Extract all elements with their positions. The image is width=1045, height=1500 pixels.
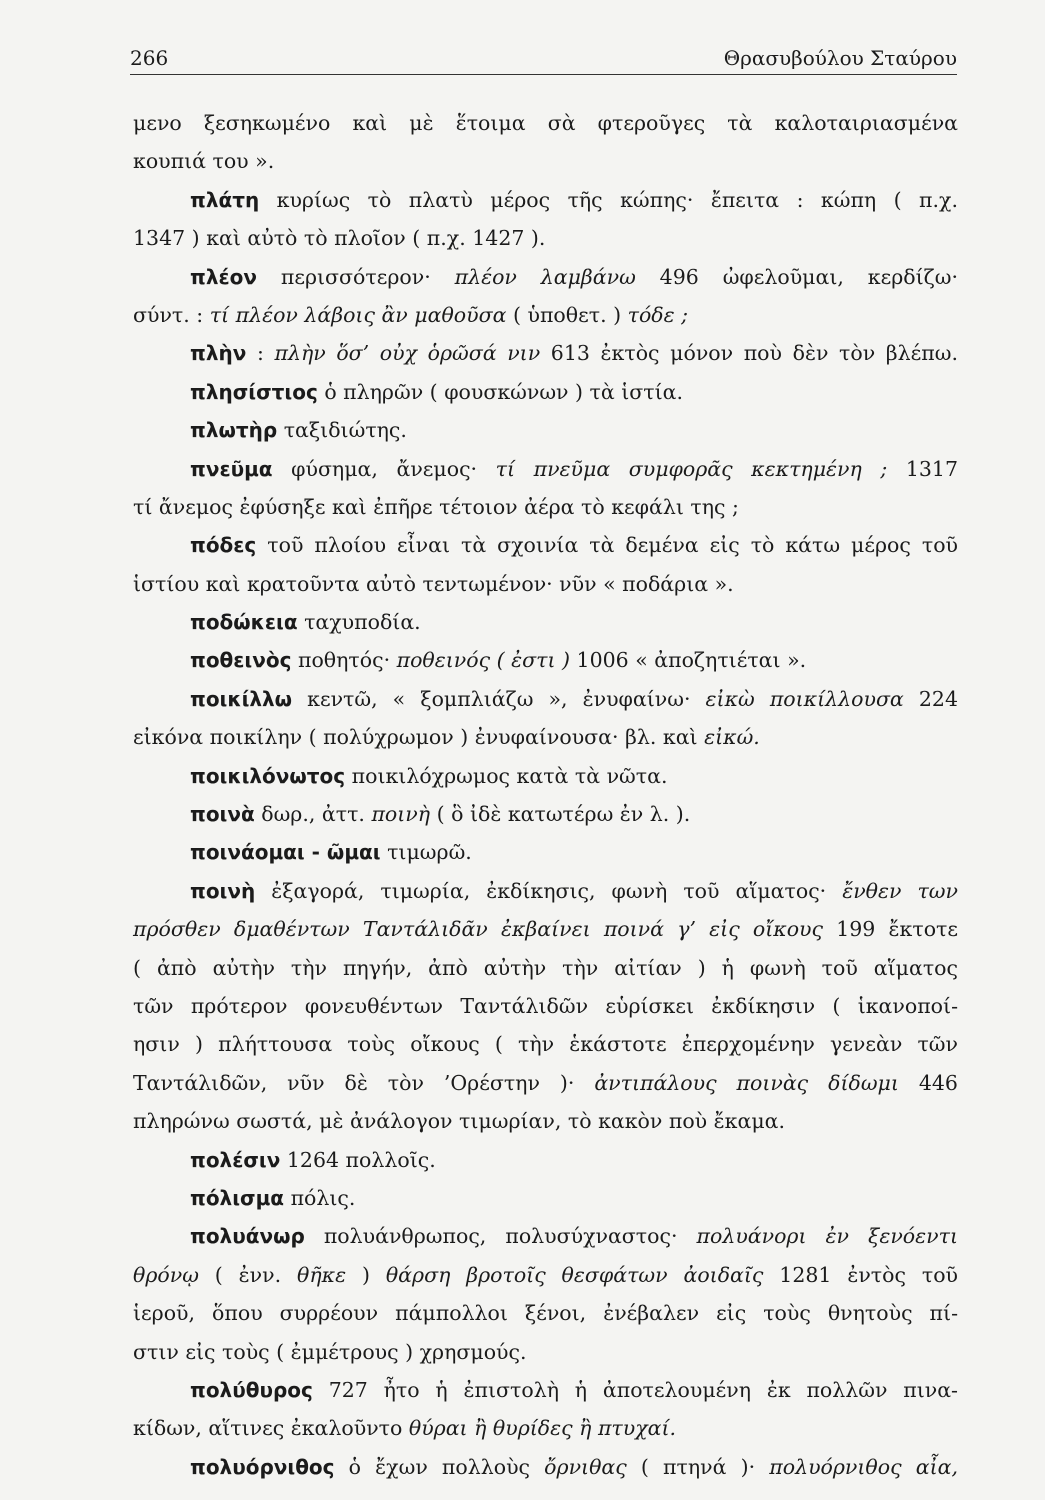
quotation: πρόσθεν δμαθέντων Ταντάλιδᾶν ἐκβαίνει ποινά γ’ εἰς οἴκους [133,917,823,942]
text-line [133,258,958,296]
text-line [133,1064,958,1102]
definition-text: δωρ., ἀττ. [254,802,372,827]
definition-text: ποικιλόχρωμος κατὰ τὰ νῶτα. [345,763,668,788]
text-line [133,1371,958,1409]
definition-text: ἱστίου καὶ κρατοῦντα αὐτὸ τεντωμένον· νῦν « ποδάρια ». [133,571,734,596]
headword: πολυόρνιθος [190,1454,335,1479]
text-line [133,718,958,756]
definition-text: πολυάνθρωπος, πολυσύχναστος· [304,1224,697,1249]
definition-text: σύντ. : [133,302,210,327]
quotation: πλὴν ὅσ’ οὐχ ὁρῶσά νιν [274,341,541,366]
text-line [133,1217,958,1255]
quotation: τί πλέον λάβοις ἂν μαθοῦσα [209,302,507,327]
quotation: τί πνεῦμα συμφορᾶς κεκτημένη ; [495,456,888,481]
definition-text: ( ὃ ἰδὲ κατωτέρω ἐν λ. ). [430,802,691,827]
text-line [133,373,958,411]
text-line [133,104,958,142]
glossary-text [133,104,958,1486]
definition-text: Ταντάλιδῶν, νῦν δὲ τὸν ’Ορέστην )· [133,1070,595,1095]
text-line [133,795,958,833]
page-number: 266 [130,46,169,70]
definition-text: 1347 ) καὶ αὐτὸ τὸ πλοῖον ( π.χ. 1427 ). [133,226,546,251]
definition-text: 613 ἐκτὸς μόνον ποὺ δὲν τὸν βλέπω. [540,341,958,366]
definition-text: 199 ἔκτοτε [823,917,958,942]
text-line [133,1448,958,1486]
quotation: ἔνθεν των [842,878,958,903]
definition-text: 727 ἦτο ἡ ἐπιστολὴ ἡ ἀποτελουμένη ἐκ πολλῶν πινα- [312,1377,958,1402]
quotation: πολυόρνιθος αἶα, [769,1454,958,1479]
headword: ποικίλλω [190,686,293,711]
headword: πλάτη [190,187,260,212]
definition-text: τῶν πρότερον φονευθέντων Ταντάλιδῶν εὑρίσκει ἐκδίκησιν ( ἱκανοποί- [133,993,958,1018]
headword: ποθεινὸς [190,648,292,673]
definition-text: τιμωρῶ. [380,840,472,865]
text-line [133,987,958,1025]
definition-text: κεντῶ, « ξομπλιάζω », ἐνυφαίνω· [292,686,706,711]
definition-text: ( ὑποθετ. ) [506,302,628,327]
headword: πλωτὴρ [190,418,278,443]
headword: πολύθυρος [190,1377,313,1402]
headword: πόδες [190,533,257,558]
quotation: θρόνῳ [133,1262,199,1287]
definition-text: πόλις. [284,1185,356,1210]
text-line [133,1141,958,1179]
definition-text: ( ἐνν. [198,1262,297,1287]
definition-text: : [246,341,275,366]
running-header [130,30,957,75]
definition-text: στιν εἰς τοὺς ( ἐμμέτρους ) χρησμούς. [133,1339,527,1364]
quotation: ἀντιπάλους ποινὰς δίδωμι [594,1070,899,1095]
definition-text: ( ἀπὸ αὐτὴν τὴν πηγήν, ἀπὸ αὐτὴν τὴν αἰτίαν ) ἡ φωνὴ τοῦ αἵματος [133,955,958,980]
headword: ποινὰ [190,802,255,827]
definition-text: ) [346,1262,386,1287]
text-line [133,833,958,871]
quotation: θῆκε [297,1262,347,1287]
headword: πολέσιν [190,1147,281,1172]
text-line [133,334,958,372]
text-line [133,949,958,987]
running-title: Θρασυβούλου Σταύρου [723,46,957,70]
headword: ποδώκεια [190,610,298,635]
text-line [133,757,958,795]
headword: πλέον [190,264,257,289]
quotation: τόδε ; [627,302,689,327]
text-line [133,526,958,564]
definition-text: ταξιδιώτης. [277,418,407,443]
quotation: ποθεινός ( ἐστι ) [396,648,571,673]
definition-text: κίδων, αἵτινες ἐκαλοῦντο [133,1416,409,1441]
text-line [133,680,958,718]
definition-text: ὁ πληρῶν ( φουσκώνων ) τὰ ἱστία. [317,379,684,404]
headword: ποικιλόνωτος [190,763,346,788]
definition-text: κυρίως τὸ πλατὺ μέρος τῆς κώπης· ἔπειτα : κώπη ( π.χ. [259,187,958,212]
definition-text: 1281 ἐντὸς τοῦ [763,1262,958,1287]
definition-text: μενο ξεσηκωμένο καὶ μὲ ἕτοιμα σὰ φτεροῦγες τὰ καλοταιριασμένα [133,111,958,135]
quotation: ποινὴ [371,802,431,827]
text-line [133,142,958,180]
text-line [133,603,958,641]
definition-text: ( πτηνά )· [626,1454,770,1479]
definition-text: τί ἄνεμος ἐφύσηξε καὶ ἐπῆρε τέτοιον ἀέρα τὸ κεφάλι της ; [133,494,739,519]
definition-text: περισσότερον· [256,264,455,289]
text-line [133,1294,958,1332]
definition-text: 1006 « ἀποζητιέται ». [570,648,807,673]
quotation: ὄρνιθας [544,1454,627,1479]
quotation: πλέον λαμβάνω [454,264,636,289]
text-line [133,1333,958,1371]
text-line [133,1179,958,1217]
headword: πόλισμα [190,1185,285,1210]
definition-text: 1264 πολλοῖς. [280,1147,436,1172]
text-line [133,1256,958,1294]
definition-text: κουπιά του ». [133,149,275,174]
text-line [133,1025,958,1063]
quotation: θάρση βροτοῖς θεσφάτων ἀοιδαῖς [385,1262,764,1287]
definition-text: φύσημα, ἄνεμος· [272,456,496,481]
text-line [133,565,958,603]
headword: πολυάνωρ [190,1224,305,1249]
definition-text: 1317 [887,456,958,481]
text-line [133,641,958,679]
text-line [133,488,958,526]
definition-text: ησιν ) πλήττουσα τοὺς οἴκους ( τὴν ἑκάστοτε ἐπερχομένην γενεὰν τῶν [133,1032,958,1057]
definition-text: 446 [898,1070,958,1095]
definition-text: ἐξαγορά, τιμωρία, ἐκδίκησις, φωνὴ τοῦ αἵματος· [255,878,843,903]
headword: ποινάομαι - ῶμαι [190,840,381,865]
text-line [133,1102,958,1140]
quotation: εἰκὼ ποικίλλουσα [705,686,904,711]
definition-text: 496 ὠφελοῦμαι, κερδίζω· [635,264,958,289]
headword: πλὴν [190,341,247,366]
quotation: εἰκώ. [704,725,760,750]
definition-text: πληρώνω σωστά, μὲ ἀνάλογον τιμωρίαν, τὸ κακὸν ποὺ ἔκαμα. [133,1109,785,1134]
definition-text: ταχυποδία. [297,610,421,635]
definition-text: ὁ ἔχων πολλοὺς [334,1454,545,1479]
text-line [133,1409,958,1447]
definition-text: ἱεροῦ, ὅπου συρρέουν πάμπολλοι ξένοι, ἐνέβαλεν εἰς τοὺς θνητοὺς πί- [133,1301,958,1326]
quotation: πολυάνορι ἐν ξενόεντι [696,1224,958,1249]
definition-text: εἰκόνα ποικίλην ( πολύχρωμον ) ἐνυφαίνουσα· βλ. καὶ [133,725,705,750]
text-line [133,910,958,948]
quotation: θύραι ἢ θυρίδες ἢ πτυχαί. [408,1416,677,1441]
definition-text: 224 [903,686,958,711]
headword: ποινὴ [190,878,256,903]
headword: πνεῦμα [190,456,273,481]
text-line [133,872,958,910]
text-line [133,411,958,449]
text-line [133,296,958,334]
text-line [133,219,958,257]
text-line [133,181,958,219]
text-line [133,450,958,488]
definition-text: τοῦ πλοίου εἶναι τὰ σχοινία τὰ δεμένα εἰς τὸ κάτω μέρος τοῦ [256,533,958,558]
headword: πλησίστιος [190,379,318,404]
definition-text: ποθητός· [291,648,397,673]
